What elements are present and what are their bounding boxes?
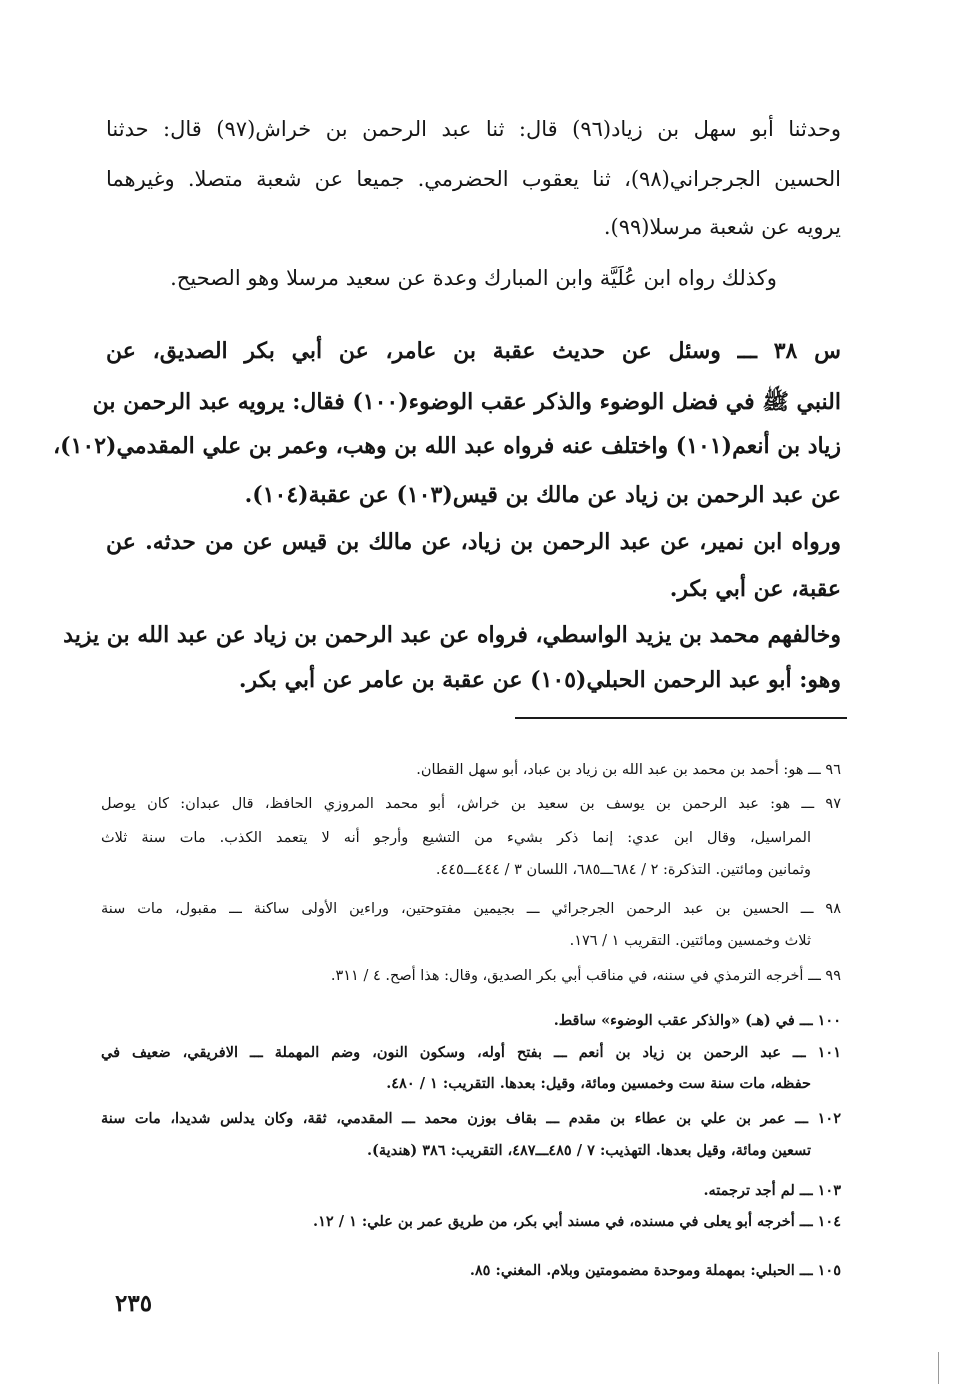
- footnote-line: حفظه، مات سنة ست وخمسين ومائة، وقيل: بعدها. التقريب: ١ / ٤٨٠.: [386, 1075, 811, 1092]
- main-text-line: وحدثنا أبو سهل بن زياد(٩٦) قال: ثنا عبد الرحمن بن خراش(٩٧) قال: حدثنا: [106, 117, 841, 141]
- main-text-line: الحسين الجرجراني(٩٨)، ثنا يعقوب الحضرمي. جميعا عن شعبة متصلا. وغيرهما: [106, 167, 841, 191]
- footnote-separator: [515, 717, 847, 719]
- main-text-line: يرويه عن شعبة مرسلا(٩٩).: [603, 215, 841, 239]
- question-line: النبي ﷺ في فضل الوضوء والذكر عقب الوضوء(١٠٠) فقال: يرويه عبد الرحمن بن: [92, 389, 841, 415]
- footnote-line: ٩٩ ـــ أخرجه الترمذي في سننه، في مناقب أبي بكر الصديق، وقال: هذا أصح. ٤ / ٣١١.: [330, 968, 841, 984]
- scan-edge-mark: [938, 1352, 939, 1384]
- question-line: وهو: أبو عبد الرحمن الحبلي(١٠٥) عن عقبة بن عامر عن أبي بكر.: [238, 667, 841, 693]
- footnote-line: المراسيل، وقال ابن عدي: إنما ذكر بشيء من التشيع وأرجو أنه لا يتعمد الكذب. مات سنة ثلاث: [101, 830, 811, 846]
- footnote-line: تسعين ومائة، وقيل بعدها. التهذيب: ٧ / ٤٨٥ـــ٤٨٧، التقريب: ٣٨٦ (هندية).: [367, 1142, 811, 1159]
- footnote-line: ١٠٣ ـــ لم أجد ترجمته.: [703, 1182, 841, 1199]
- main-text-line: وكذلك رواه ابن عُلَيَّة وابن المبارك وعدة عن سعيد مرسلا وهو الصحيح.: [170, 266, 777, 290]
- footnote-line: وثمانين ومائتين. التذكرة: ٢ / ٦٨٤ـــ٦٨٥، اللسان ٣ / ٤٤٤ـــ٤٤٥.: [435, 862, 811, 878]
- footnote-line: ١٠٤ ـــ أخرجه أبو يعلى في مسنده، في مسند أبي بكر، من طريق عمر بن علي: ١ / ١٢.: [313, 1213, 841, 1230]
- question-line: زياد بن أنعم(١٠١) واختلف عنه فرواه عبد الله بن وهب، وعمر بن علي المقدمي(١٠٢)،: [53, 433, 841, 459]
- footnote-line: ٩٦ ـــ هو: أحمد بن محمد بن عبد الله بن زياد بن عباد، أبو سهل القطان.: [416, 762, 841, 778]
- footnote-line: ٩٧ ـــ هو: عبد الرحمن بن يوسف بن سعيد بن خراش، أبو محمد المروزي الحافظ، قال عبدان: كان يوصل: [101, 796, 841, 812]
- footnote-line: ١٠٠ ـــ في (هـ) «والذكر عقب الوضوء» ساقط.: [553, 1012, 841, 1029]
- footnote-line: ثلاث وخمسين ومائتين. التقريب ١ / ١٧٦.: [569, 933, 811, 949]
- question-line: س ٣٨ ـــ وسئل عن حديث عقبة بن عامر، عن أبي بكر الصديق، عن: [106, 338, 841, 364]
- footnote-line: ١٠٥ ـــ الحبلي: بمهملة وموحدة مضمومتين وبلام. المغني: ٨٥.: [469, 1262, 841, 1279]
- question-line: وخالفهم محمد بن يزيد الواسطي، فرواه عن عبد الرحمن بن زياد عن عبد الله بن يزيد: [63, 622, 841, 648]
- footnote-line: ٩٨ ـــ الحسين بن عبد الرحمن الجرجرائي ـــ بجيمين مفتوحتين، وراءين الأولى ساكنة ـــ مقبول، مات سنة: [101, 901, 841, 917]
- question-line: عقبة، عن أبي بكر.: [669, 576, 841, 602]
- footnote-line: ١٠٢ ـــ عمر بن علي بن عطاء بن مقدم ـــ بقاف بوزن محمد ـــ المقدمي، ثقة، وكان يدلس شديدا، مات سنة: [101, 1110, 841, 1127]
- question-line: ورواه ابن نمير، عن عبد الرحمن بن زياد، عن مالك بن قيس عن من حدثه. عن: [106, 529, 841, 555]
- question-line: عن عبد الرحمن بن زياد عن مالك بن قيس(١٠٣) عن عقبة(١٠٤).: [244, 482, 841, 508]
- footnote-line: ١٠١ ـــ عبد الرحمن بن زياد بن أنعم ـــ بفتح أوله، وسكون النون، وضم المهملة ـــ الافريقي، ضعيف في: [101, 1044, 841, 1061]
- page-number: ٢٣٥: [115, 1290, 153, 1317]
